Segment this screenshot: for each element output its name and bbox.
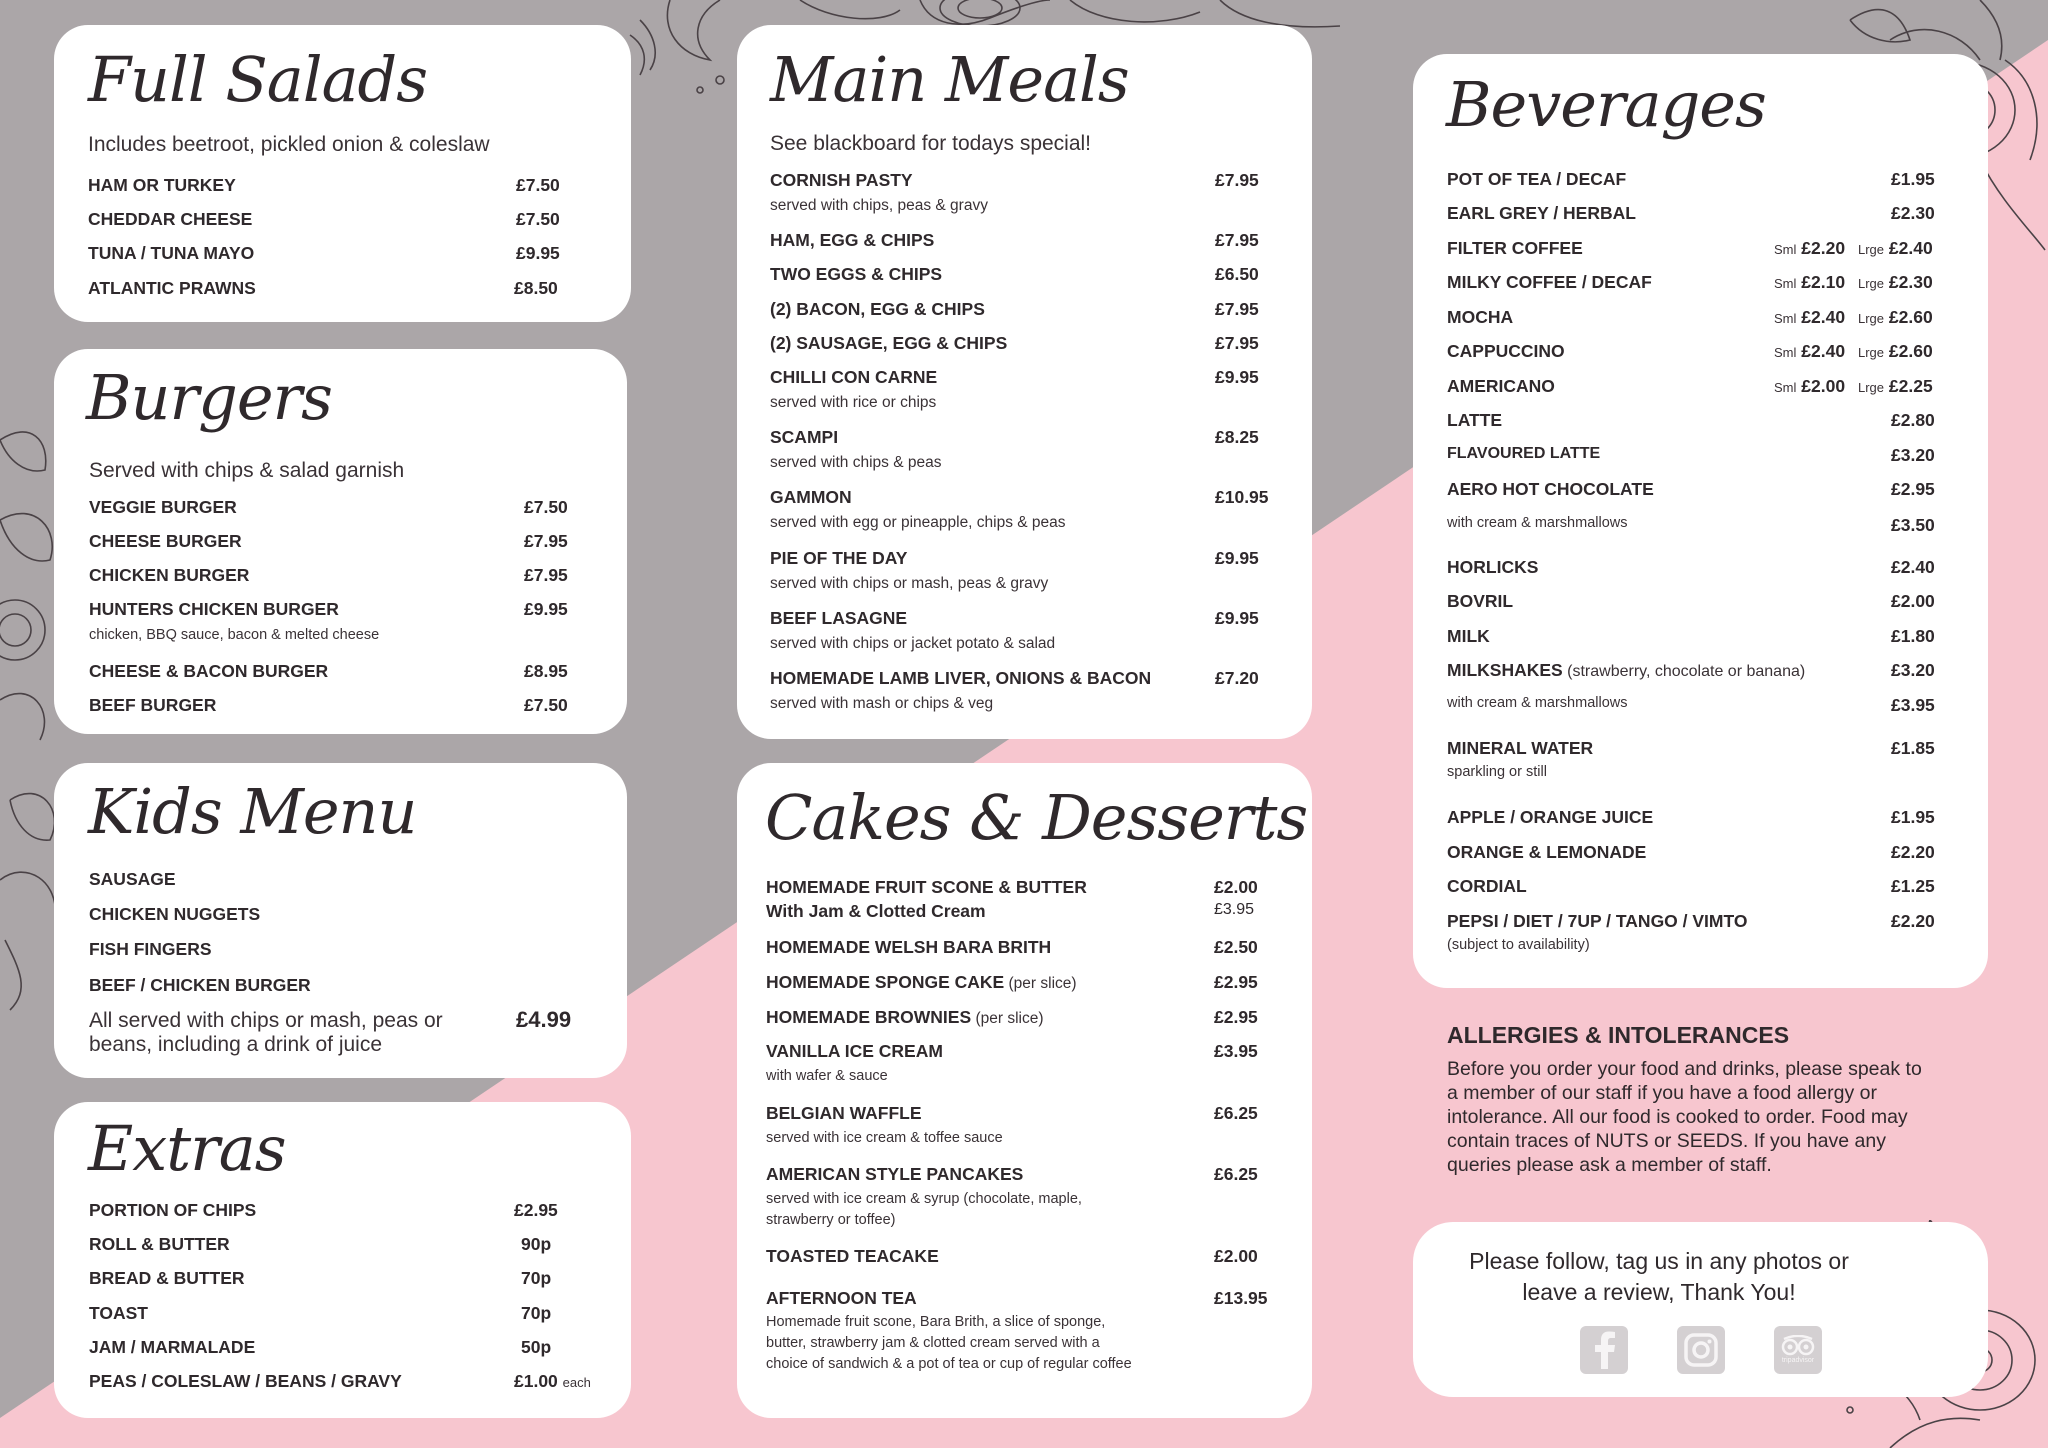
- menu-item: [737, 608, 1312, 664]
- item-name: with cream & marshmallows: [1447, 695, 1628, 711]
- item-price-large: [1858, 272, 1933, 293]
- item-description: chicken, BBQ sauce, bacon & melted cheese: [89, 627, 380, 643]
- item-description-line2: strawberry or toffee): [766, 1212, 896, 1228]
- kids-menu-note-line2: beans, including a drink of juice: [89, 1033, 383, 1056]
- item-name: PEPSI / DIET / 7UP / TANGO / VIMTO: [1447, 911, 1748, 931]
- item-name: AERO HOT CHOCOLATE: [1447, 479, 1654, 499]
- item-name: (2) BACON, EGG & CHIPS: [770, 299, 985, 319]
- menu-item: [737, 972, 1312, 1006]
- menu-item: [54, 869, 627, 903]
- item-description: With Jam & Clotted Cream: [766, 901, 986, 921]
- menu-item: [54, 1268, 631, 1302]
- item-price: £9.95: [516, 243, 560, 263]
- size-large-label: Lrge: [1858, 311, 1885, 326]
- item-name: HUNTERS CHICKEN BURGER: [89, 599, 339, 619]
- menu-item: [54, 1234, 631, 1268]
- item-description: served with chips or jacket potato & salad: [770, 635, 1056, 652]
- price-small: £2.40: [1801, 341, 1846, 361]
- menu-item: [737, 1164, 1312, 1240]
- burgers-title: Burgers: [86, 361, 332, 434]
- menu-item: [1413, 307, 1988, 341]
- menu-item: [1413, 169, 1988, 203]
- menu-item: [737, 668, 1312, 724]
- extras-title: Extras: [88, 1112, 286, 1185]
- item-description: served with chips or mash, peas & gravy: [770, 575, 1049, 592]
- item-name-suffix: (strawberry, chocolate or banana): [1562, 663, 1806, 680]
- item-price-large: [1858, 238, 1933, 259]
- item-description: served with ice cream & toffee sauce: [766, 1130, 1003, 1146]
- item-name-suffix: (per slice): [971, 1010, 1044, 1027]
- item-name: MILK: [1447, 626, 1490, 646]
- item-price: £9.95: [1215, 367, 1259, 387]
- item-price: £13.95: [1214, 1288, 1268, 1308]
- menu-item: [54, 209, 631, 243]
- menu-item: [54, 1200, 631, 1234]
- item-price: £7.95: [1215, 230, 1259, 250]
- beverages-title: Beverages: [1446, 68, 1766, 141]
- menu-item: [1413, 515, 1988, 549]
- main-meals-intro: See blackboard for todays special!: [770, 132, 1092, 155]
- item-name: HAM, EGG & CHIPS: [770, 230, 935, 250]
- allergies-line: queries please ask a member of staff.: [1447, 1154, 1772, 1176]
- item-price-small: [1774, 307, 1845, 328]
- menu-item: [54, 531, 627, 565]
- menu-item: [737, 264, 1312, 298]
- menu-item: [1413, 410, 1988, 444]
- item-price: £2.20: [1891, 911, 1935, 931]
- item-name: POT OF TEA / DECAF: [1447, 169, 1627, 189]
- menu-item: [737, 1041, 1312, 1097]
- item-price-small: [1774, 272, 1845, 293]
- menu-item: [1413, 557, 1988, 591]
- item-price: £2.00: [1214, 877, 1258, 897]
- price-large: £2.25: [1888, 376, 1933, 396]
- menu-item: [54, 278, 631, 312]
- price-large: £2.60: [1888, 341, 1933, 361]
- item-name: CHILLI CON CARNE: [770, 367, 938, 387]
- menu-item: [737, 487, 1312, 543]
- item-name: CHEESE BURGER: [89, 531, 242, 551]
- item-price: £6.25: [1214, 1164, 1258, 1184]
- item-price: £2.40: [1891, 557, 1935, 577]
- item-price-small: [1774, 238, 1845, 259]
- follow-card: [1413, 1222, 1988, 1397]
- item-price: £9.95: [1215, 548, 1259, 568]
- item-name: GAMMON: [770, 487, 852, 507]
- item-name: CORNISH PASTY: [770, 170, 913, 190]
- item-name: [1447, 660, 1805, 681]
- menu-item: [54, 243, 631, 277]
- item-price: £8.95: [524, 661, 568, 681]
- allergies-line: Before you order your food and drinks, please speak to: [1447, 1058, 1922, 1080]
- menu-item: [737, 333, 1312, 367]
- item-price: £7.95: [1215, 170, 1259, 190]
- item-name: BREAD & BUTTER: [89, 1268, 245, 1288]
- item-description: served with ice cream & syrup (chocolate, maple,: [766, 1191, 1082, 1207]
- item-name: APPLE / ORANGE JUICE: [1447, 807, 1654, 827]
- item-name: ATLANTIC PRAWNS: [88, 278, 256, 298]
- item-price: £7.95: [1215, 299, 1259, 319]
- menu-item: [1413, 842, 1988, 876]
- item-price: £7.95: [1215, 333, 1259, 353]
- price-note: each: [562, 1375, 591, 1390]
- item-name: BEEF / CHICKEN BURGER: [89, 975, 311, 995]
- menu-item: [1413, 807, 1988, 841]
- menu-item: [737, 367, 1312, 423]
- item-name: MILKY COFFEE / DECAF: [1447, 272, 1652, 292]
- item-price-small: [1774, 341, 1845, 362]
- item-price-large: [1858, 376, 1933, 397]
- kids-menu-title: Kids Menu: [88, 775, 417, 848]
- menu-item: [1413, 695, 1988, 729]
- size-small-label: Sml: [1774, 311, 1797, 326]
- item-price: £1.80: [1891, 626, 1935, 646]
- cakes-desserts-title: Cakes & Desserts: [765, 781, 1308, 854]
- item-name-text: MILKSHAKES: [1447, 660, 1563, 680]
- menu-item: [54, 1371, 631, 1405]
- menu-item: [737, 548, 1312, 604]
- item-price: £7.50: [516, 175, 560, 195]
- item-name: ROLL & BUTTER: [89, 1234, 230, 1254]
- item-name: MOCHA: [1447, 307, 1514, 327]
- menu-item: [1413, 660, 1988, 694]
- kids-menu-note-line1: All served with chips or mash, peas or: [89, 1009, 443, 1032]
- item-price: [514, 1371, 591, 1392]
- size-large-label: Lrge: [1858, 242, 1885, 257]
- item-name: PORTION OF CHIPS: [89, 1200, 257, 1220]
- item-price: £7.50: [524, 497, 568, 517]
- item-price: 50p: [521, 1337, 552, 1357]
- item-price: £3.20: [1891, 660, 1935, 680]
- allergies-text: [1447, 1057, 2007, 1177]
- item-description: served with rice or chips: [770, 394, 937, 411]
- menu-item: [737, 877, 1312, 923]
- full-salads-intro: Includes beetroot, pickled onion & coleslaw: [88, 133, 490, 156]
- item-price: £6.50: [1215, 264, 1259, 284]
- item-price: £1.25: [1891, 876, 1935, 896]
- menu-item: [54, 695, 627, 729]
- menu-item: [54, 175, 631, 209]
- item-name: SCAMPI: [770, 427, 839, 447]
- item-name: LATTE: [1447, 410, 1503, 430]
- size-large-label: Lrge: [1858, 276, 1885, 291]
- item-description: served with mash or chips & veg: [770, 695, 994, 712]
- item-price: £2.20: [1891, 842, 1935, 862]
- item-name: BEEF BURGER: [89, 695, 217, 715]
- menu-item: [1413, 626, 1988, 660]
- item-price-value: £1.00: [514, 1371, 558, 1391]
- size-large-label: Lrge: [1858, 345, 1885, 360]
- item-price: £9.95: [524, 599, 568, 619]
- item-price-small: [1774, 376, 1845, 397]
- item-description: sparkling or still: [1447, 764, 1547, 780]
- main-meals-title: Main Meals: [770, 43, 1129, 116]
- menu-item: [737, 170, 1312, 226]
- item-name: JAM / MARMALADE: [89, 1337, 256, 1357]
- item-price: £3.20: [1891, 445, 1935, 465]
- burgers-intro: Served with chips & salad garnish: [89, 459, 405, 482]
- menu-item: [737, 299, 1312, 333]
- item-price: £2.95: [1891, 479, 1935, 499]
- menu-item: [1413, 341, 1988, 375]
- item-name: BEEF LASAGNE: [770, 608, 908, 628]
- item-name: FLAVOURED LATTE: [1447, 445, 1601, 462]
- size-small-label: Sml: [1774, 345, 1797, 360]
- menu-item: [54, 904, 627, 938]
- item-name: CAPPUCCINO: [1447, 341, 1565, 361]
- item-price: £2.00: [1891, 591, 1935, 611]
- menu-item: [54, 939, 627, 973]
- item-description: served with chips, peas & gravy: [770, 197, 988, 214]
- item-name: BOVRIL: [1447, 591, 1514, 611]
- item-name: CHICKEN BURGER: [89, 565, 250, 585]
- menu-item: [54, 661, 627, 695]
- item-price: 90p: [521, 1234, 552, 1254]
- item-name: [766, 972, 1077, 993]
- item-description: served with egg or pineapple, chips & peas: [770, 514, 1066, 531]
- item-price: £2.50: [1214, 937, 1258, 957]
- allergies-line: a member of our staff if you have a food allergy or: [1447, 1082, 1877, 1104]
- item-name: HOMEMADE LAMB LIVER, ONIONS & BACON: [770, 668, 1152, 688]
- item-price: £7.95: [524, 565, 568, 585]
- menu-item: [54, 497, 627, 531]
- item-price: £2.30: [1891, 203, 1935, 223]
- item-name: TOAST: [89, 1303, 148, 1323]
- item-name: EARL GREY / HERBAL: [1447, 203, 1636, 223]
- item-name: FILTER COFFEE: [1447, 238, 1583, 258]
- item-name: MINERAL WATER: [1447, 738, 1594, 758]
- item-price: £1.95: [1891, 169, 1935, 189]
- item-price: £7.95: [524, 531, 568, 551]
- item-price: £6.25: [1214, 1103, 1258, 1123]
- item-name: FISH FINGERS: [89, 939, 212, 959]
- item-price: £10.95: [1215, 487, 1269, 507]
- item-price: £2.95: [514, 1200, 558, 1220]
- price-small: £2.10: [1801, 272, 1846, 292]
- item-name: HOMEMADE WELSH BARA BRITH: [766, 937, 1052, 957]
- item-name-text: HOMEMADE SPONGE CAKE: [766, 972, 1005, 992]
- kids-menu-card: [54, 763, 627, 1078]
- menu-item: [1413, 479, 1988, 513]
- follow-line: leave a review, Thank You!: [1522, 1279, 1796, 1305]
- beverages-card: [1413, 54, 1988, 988]
- item-name: TUNA / TUNA MAYO: [88, 243, 255, 263]
- item-price: £8.50: [514, 278, 558, 298]
- item-name: PEAS / COLESLAW / BEANS / GRAVY: [89, 1371, 402, 1391]
- menu-item: [737, 230, 1312, 264]
- item-name: CORDIAL: [1447, 876, 1527, 896]
- menu-item: [737, 1246, 1312, 1280]
- item-name: CHEESE & BACON BURGER: [89, 661, 329, 681]
- menu-item: [1413, 203, 1988, 237]
- main-meals-card: [737, 25, 1312, 739]
- item-name: ORANGE & LEMONADE: [1447, 842, 1647, 862]
- item-name-text: HOMEMADE BROWNIES: [766, 1007, 972, 1027]
- extras-card: [54, 1102, 631, 1418]
- item-name: HORLICKS: [1447, 557, 1539, 577]
- item-description-line2: butter, strawberry jam & clotted cream served with a: [766, 1335, 1100, 1351]
- menu-item: [737, 1007, 1312, 1041]
- item-name: BELGIAN WAFFLE: [766, 1103, 922, 1123]
- item-name: AMERICAN STYLE PANCAKES: [766, 1164, 1024, 1184]
- item-price: £2.95: [1214, 1007, 1258, 1027]
- item-name: (2) SAUSAGE, EGG & CHIPS: [770, 333, 1008, 353]
- price-small: £2.40: [1801, 307, 1846, 327]
- item-price: £7.50: [524, 695, 568, 715]
- instagram-icon[interactable]: [1677, 1326, 1725, 1374]
- menu-item: [737, 1103, 1312, 1159]
- item-price-large: [1858, 307, 1933, 328]
- item-name-suffix: (per slice): [1004, 975, 1077, 992]
- item-description: Homemade fruit scone, Bara Brith, a slice of sponge,: [766, 1314, 1106, 1330]
- menu-item: [1413, 911, 1988, 963]
- item-description-line3: choice of sandwich & a pot of tea or cup of regular coffee: [766, 1356, 1132, 1372]
- menu-item: [1413, 738, 1988, 792]
- item-description: (subject to availability): [1447, 937, 1590, 953]
- item-price: £9.95: [1215, 608, 1259, 628]
- item-name: SAUSAGE: [89, 869, 176, 889]
- follow-message: [1413, 1246, 1905, 1308]
- item-name: PIE OF THE DAY: [770, 548, 908, 568]
- menu-item: [54, 599, 627, 655]
- item-price: £2.95: [1214, 972, 1258, 992]
- menu-item: [1413, 876, 1988, 910]
- price-small: £2.00: [1801, 376, 1846, 396]
- item-name: [766, 1007, 1044, 1028]
- menu-item: [54, 975, 627, 1009]
- item-price: £7.50: [516, 209, 560, 229]
- price-large: £2.30: [1888, 272, 1933, 292]
- item-price: £7.20: [1215, 668, 1259, 688]
- menu-item: [737, 427, 1312, 483]
- item-price-large: [1858, 341, 1933, 362]
- size-large-label: Lrge: [1858, 380, 1885, 395]
- item-description: served with chips & peas: [770, 454, 942, 471]
- menu-item: [1413, 272, 1988, 306]
- menu-item: [1413, 445, 1988, 479]
- tripadvisor-label: tripadvisor: [1781, 1357, 1815, 1364]
- menu-item: [54, 565, 627, 599]
- item-price: £3.95: [1214, 1041, 1258, 1061]
- item-price: £1.85: [1891, 738, 1935, 758]
- item-name: TOASTED TEACAKE: [766, 1246, 939, 1266]
- menu-item: [1413, 376, 1988, 410]
- tripadvisor-icon[interactable]: [1774, 1326, 1822, 1374]
- item-name: VANILLA ICE CREAM: [766, 1041, 943, 1061]
- price-large: £2.40: [1888, 238, 1933, 258]
- item-name: HOMEMADE FRUIT SCONE & BUTTER: [766, 877, 1087, 897]
- item-description: with wafer & sauce: [766, 1068, 888, 1084]
- kids-menu-price: £4.99: [516, 1007, 572, 1032]
- allergies-heading: ALLERGIES & INTOLERANCES: [1447, 1022, 1790, 1048]
- size-small-label: Sml: [1774, 276, 1797, 291]
- follow-line: Please follow, tag us in any photos or: [1469, 1248, 1849, 1274]
- item-name: with cream & marshmallows: [1447, 515, 1628, 531]
- full-salads-title: Full Salads: [88, 43, 428, 116]
- size-small-label: Sml: [1774, 380, 1797, 395]
- item-name: CHEDDAR CHEESE: [88, 209, 253, 229]
- item-price-secondary: £3.95: [1214, 901, 1255, 918]
- item-price: 70p: [521, 1268, 552, 1288]
- item-price: £2.80: [1891, 410, 1935, 430]
- cakes-desserts-card: [737, 763, 1312, 1418]
- menu-item: [54, 1337, 631, 1371]
- facebook-icon[interactable]: [1580, 1326, 1628, 1374]
- full-salads-card: [54, 25, 631, 322]
- item-name: CHICKEN NUGGETS: [89, 904, 261, 924]
- size-small-label: Sml: [1774, 242, 1797, 257]
- menu-item: [737, 1288, 1312, 1378]
- price-large: £2.60: [1888, 307, 1933, 327]
- allergies-line: contain traces of NUTS or SEEDS. If you have any: [1447, 1130, 1886, 1152]
- menu-item: [54, 1303, 631, 1337]
- item-price: £3.95: [1891, 695, 1935, 715]
- item-price: £3.50: [1891, 515, 1935, 535]
- burgers-card: [54, 349, 627, 734]
- allergies-line: intolerance. All our food is cooked to order. Food may: [1447, 1106, 1908, 1128]
- item-name: TWO EGGS & CHIPS: [770, 264, 943, 284]
- item-price: £1.95: [1891, 807, 1935, 827]
- item-name: AMERICANO: [1447, 376, 1555, 396]
- item-name: VEGGIE BURGER: [89, 497, 237, 517]
- menu-item: [1413, 238, 1988, 272]
- item-price: £8.25: [1215, 427, 1259, 447]
- item-price: 70p: [521, 1303, 552, 1323]
- item-price: £2.00: [1214, 1246, 1258, 1266]
- item-name: HAM OR TURKEY: [88, 175, 236, 195]
- item-name: AFTERNOON TEA: [766, 1288, 917, 1308]
- menu-item: [737, 937, 1312, 971]
- menu-item: [1413, 591, 1988, 625]
- allergies-section: [1447, 1022, 2007, 1177]
- price-small: £2.20: [1801, 238, 1846, 258]
